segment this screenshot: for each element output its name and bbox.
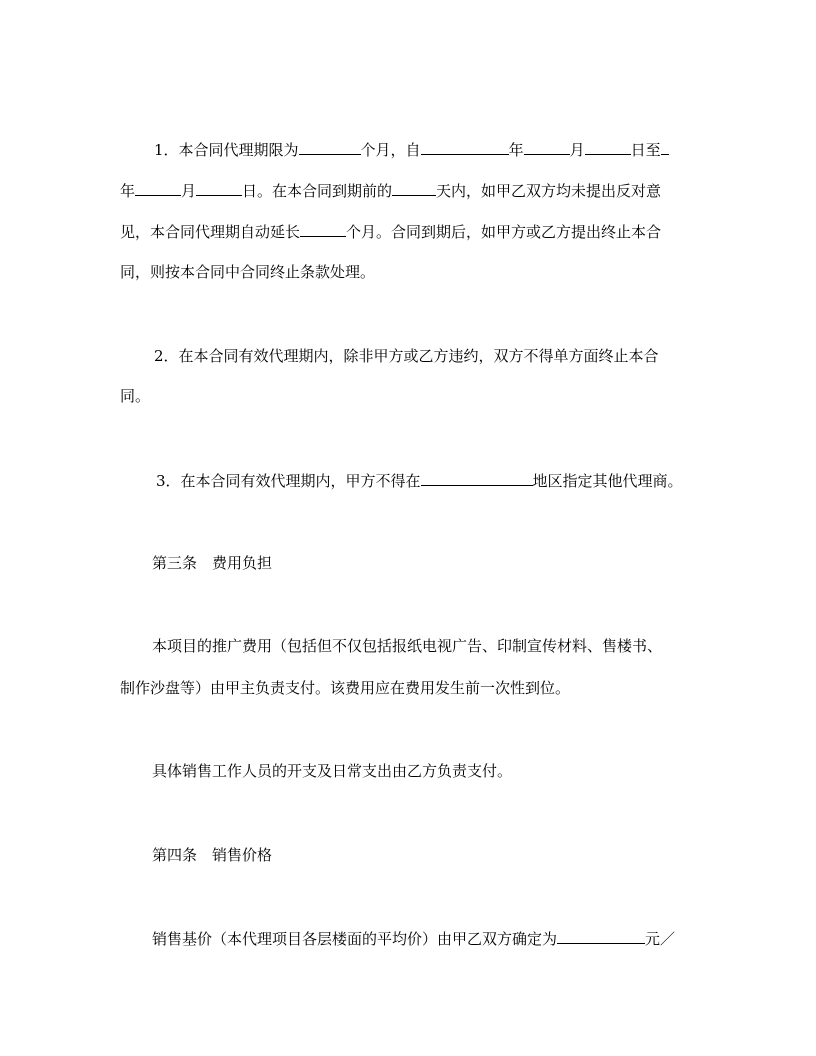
text: 年 <box>508 141 524 159</box>
clause-1-line-2 <box>120 180 700 201</box>
blank-end-month[interactable] <box>196 180 242 196</box>
text: 本项目的推广费用（包括但不仅包括报纸电视广告、印制宣传材料、售楼书、 <box>152 637 663 655</box>
text: 地区指定其他代理商。 <box>532 472 683 490</box>
article-4-p1-line-1 <box>120 928 700 949</box>
blank-base-price[interactable] <box>557 928 645 944</box>
article-3-p1-line-2: 制作沙盘等）由甲主负责支付。该费用应在费用发生前一次性到位。 <box>120 679 571 697</box>
article-3-p2: 具体销售工作人员的开支及日常支出由乙方负责支付。 <box>152 762 513 780</box>
clause-1-line-1 <box>120 139 700 160</box>
blank-start-day[interactable] <box>585 139 631 155</box>
blank-extension-months[interactable] <box>300 221 346 237</box>
blank-start-year[interactable] <box>421 139 509 155</box>
clause-1-line-3 <box>120 221 700 242</box>
article-3-p1-line-1 <box>120 636 700 656</box>
text: 天内，如甲乙双方均未提出反对意 <box>436 182 662 200</box>
text: 年 <box>120 182 136 200</box>
blank-days[interactable] <box>392 180 436 196</box>
clause-2-line-1 <box>120 346 700 366</box>
blank-end-year-start[interactable] <box>661 139 669 155</box>
text: 月 <box>569 141 585 159</box>
text: 日。在本合同到期前的 <box>242 182 393 200</box>
text: 月 <box>181 182 197 200</box>
text: 个月。合同到期后，如甲方或乙方提出终止本合 <box>346 223 662 241</box>
text: 销售基价（本代理项目各层楼面的平均价）由甲乙双方确定为 <box>152 930 558 948</box>
text: 见，本合同代理期自动延长 <box>120 223 301 241</box>
text: 1．本合同代理期限为 <box>154 141 299 159</box>
text: 个月，自 <box>360 141 421 159</box>
text: 日至 <box>630 141 661 159</box>
blank-region[interactable] <box>421 470 533 486</box>
article-4-heading: 第四条 销售价格 <box>152 846 273 864</box>
article-3-heading: 第三条 费用负担 <box>152 554 273 572</box>
blank-months[interactable] <box>299 139 361 155</box>
text: 2．在本合同有效代理期内，除非甲方或乙方违约，双方不得单方面终止本合 <box>154 347 659 365</box>
clause-1-line-4: 同，则按本合同中合同终止条款处理。 <box>120 263 376 281</box>
clause-2-line-2: 同。 <box>120 387 151 405</box>
clause-3-line <box>120 470 700 491</box>
text: 元／ <box>645 930 676 948</box>
blank-end-year[interactable] <box>135 180 181 196</box>
text: 3．在本合同有效代理期内，甲方不得在 <box>156 472 421 490</box>
blank-start-month[interactable] <box>524 139 570 155</box>
